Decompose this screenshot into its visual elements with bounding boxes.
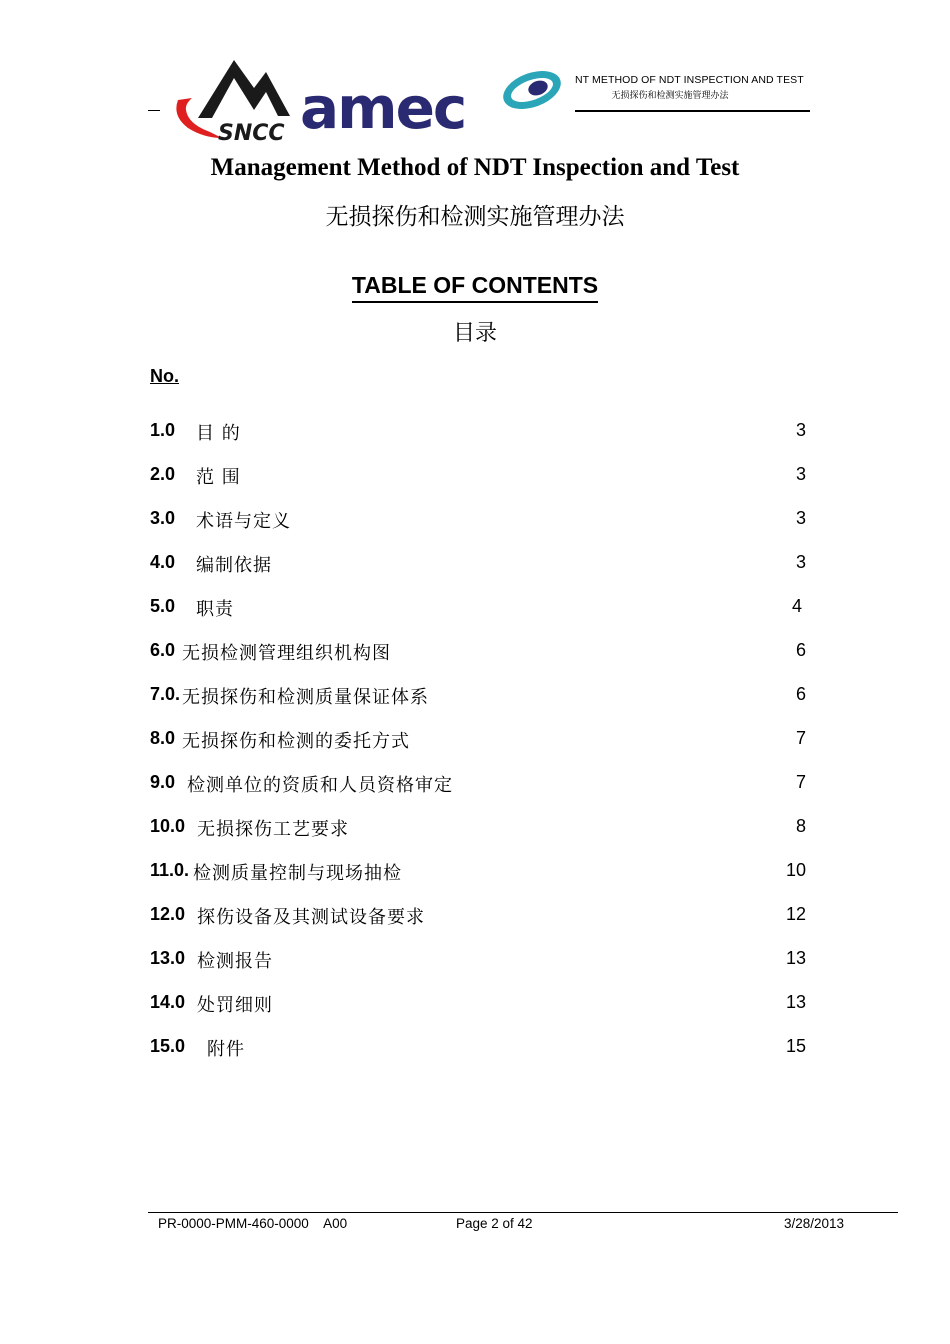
toc-item[interactable] [150,904,806,934]
toc-heading [0,272,950,303]
toc-item-title: 无损探伤工艺要求 [197,819,349,840]
toc-item-title: 目 的 [196,423,241,444]
number-column-label: No. [150,366,179,386]
toc-item-title: 检测报告 [197,951,273,972]
toc-item-page: 7 [795,772,806,792]
toc-item-title: 范 围 [196,467,241,488]
toc-item-page: 6 [795,684,806,704]
toc-item-number: 7.0. [150,684,181,704]
footer-page-number: Page 2 of 42 [456,1216,533,1231]
toc-item-page: 10 [785,860,806,880]
toc-item-number: 10.0 [150,816,186,836]
toc-item-page: 3 [795,464,806,484]
toc-item-page: 6 [795,640,806,660]
toc-item[interactable] [150,464,806,494]
footer-date: 3/28/2013 [784,1216,845,1231]
amec-logo [300,64,566,142]
toc-item-title: 检测单位的资质和人员资格审定 [187,775,453,796]
toc-item-title: 检测质量控制与现场抽检 [193,863,402,884]
toc-item-title: 编制依据 [196,555,272,576]
toc-item[interactable] [150,772,806,802]
toc-heading-text: TABLE OF CONTENTS [352,272,598,303]
toc-item-page: 13 [785,992,806,1012]
toc-item-title: 无损探伤和检测质量保证体系 [182,687,429,708]
toc-item-number: 12.0 [150,904,186,924]
toc-item-title: 无损探伤和检测的委托方式 [182,731,410,752]
toc-item[interactable] [150,596,806,626]
toc-item-number: 3.0 [150,508,176,528]
logo-svg [170,58,570,148]
header-rule [575,110,810,112]
toc-item-page: 13 [785,948,806,968]
toc-item[interactable] [150,1036,806,1066]
toc-item-title: 附件 [207,1039,245,1060]
toc-item-number: 8.0 [150,728,176,748]
document-title-zh: 无损探伤和检测实施管理办法 [325,204,625,230]
footer-document-number: PR-0000-PMM-460-0000 A00 [158,1216,348,1231]
toc-item-page: 3 [795,552,806,572]
toc-item-number: 9.0 [150,772,176,792]
toc-item-page: 12 [785,904,806,924]
toc-item-title: 无损检测管理组织机构图 [182,643,391,664]
toc-item[interactable] [150,992,806,1022]
toc-item[interactable] [150,508,806,538]
header-title-zh: 无损探伤和检测实施管理办法 [611,91,729,101]
header-left-rule [148,110,160,111]
toc-item[interactable] [150,420,806,450]
toc-item-page: 4 [791,596,802,616]
header-title-en: NT METHOD OF NDT INSPECTION AND TEST [575,74,804,86]
toc-item-page: 3 [795,420,806,440]
toc-item-title: 探伤设备及其测试设备要求 [197,907,425,928]
toc-item-number: 2.0 [150,464,176,484]
toc-item-number: 4.0 [150,552,176,572]
toc-item-number: 1.0 [150,420,176,440]
toc-item-number: 11.0. [150,860,190,880]
amec-logo-text: amec [300,74,466,142]
toc-item-number: 13.0 [150,948,186,968]
toc-item[interactable] [150,948,806,978]
toc-item-page: 8 [795,816,806,836]
toc-item-page: 15 [785,1036,806,1056]
toc-item[interactable] [150,684,806,714]
toc-item-title: 职责 [196,599,234,620]
toc-item-number: 14.0 [150,992,186,1012]
toc-heading-zh: 目录 [452,321,497,346]
toc-item-number: 15.0 [150,1036,186,1056]
toc-item[interactable] [150,860,806,890]
toc-item[interactable] [150,552,806,582]
toc-item[interactable] [150,816,806,846]
toc-item-page: 7 [795,728,806,748]
footer-rule [148,1212,898,1213]
toc-item[interactable] [150,640,806,670]
toc-item-number: 5.0 [150,596,176,616]
toc-item-title: 处罚细则 [197,995,273,1016]
document-title-en: Management Method of NDT Inspection and Test [210,154,740,181]
sncc-logo-text: SNCC [218,121,285,146]
toc-item-title: 术语与定义 [196,511,291,532]
toc-item-number: 6.0 [150,640,176,660]
toc-item-page: 3 [795,508,806,528]
sncc-logo [176,60,290,146]
company-logos [170,58,570,148]
toc-item[interactable] [150,728,806,758]
